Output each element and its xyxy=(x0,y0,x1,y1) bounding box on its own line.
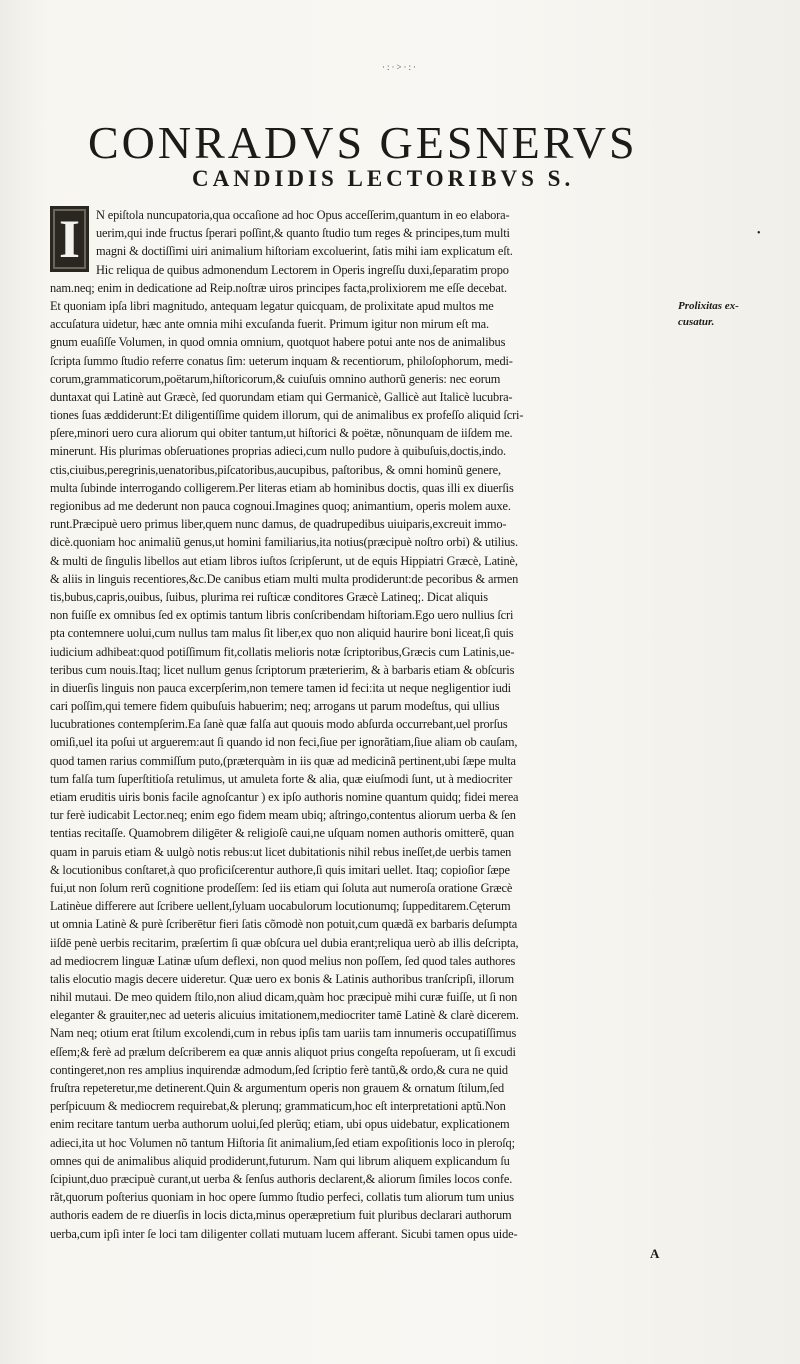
text-line: ſcripta ſummo ſtudio referre conatus ſim: ueterum inquam & recentiorum, philoſophorum, medi- xyxy=(50,353,513,368)
text-line: iiſdē penè uerbis recitarim, præſertim ſi quæ obſcura uel dubia erant;reliqua uerò ab illis deſcripta, xyxy=(50,935,519,950)
text-line: talis elocutio magis decere uideretur. Quæ uero ex bonis & Latinis authoribus tranſcripſi, illorum xyxy=(50,971,514,986)
text-line: regionibus ad me dederunt non pauca cognoui.Imagines quoq; animantium, operis molem auxe. xyxy=(50,499,511,513)
text-line: & locutionibus conſtaret,à quo proficiſcerentur authore,ſi quis imitari uellet. Itaq; copioſior ſæpe xyxy=(50,862,510,877)
text-line: iudicium adhibeat:quod potiſſimum fit,collatis melioris notæ ſcriptoribus,Græcis cum Latinis,ue- xyxy=(50,644,515,659)
margin-note: Prolixitas ex-cusatur. xyxy=(678,300,739,328)
text-line: rãt,quorum poſterius quoniam in hoc opere ſummo ſtudio perfeci, collatis tum aliorum tum unius xyxy=(50,1190,514,1205)
text-line: nam.neq; enim in dedicatione ad Reip.noſtræ uiros principes facta,prolixiorem me eſſe decebat. xyxy=(50,280,507,295)
text-line: lucubrationes contempſerim.Ea ſanè quæ falſa aut quouis modo abſurda occurrebant,uel prorſus xyxy=(50,717,508,732)
header-ornament: ·:·>·:· xyxy=(381,62,419,72)
text-line: nihil mutaui. De meo quidem ſtilo,non aliud dicam,quàm hoc præcipuè mihi curæ fuiſſe, ut ſi non xyxy=(50,990,518,1005)
text-line: runt.Præcipuè uero primus liber,quem nunc damus, de quadrupedibus uiuiparis,excreuit immo- xyxy=(50,517,507,532)
text-line: eleganter & grauiter,nec ad ueteris alicuius imitationem,mediocriter tamē Latinè & clarè dicerem. xyxy=(50,1008,519,1023)
text-line: tum falſa tum ſuperſtitioſa retulimus, ut amuleta forte & alia, quæ eiuſmodi ſunt, ut à mediocriter xyxy=(50,771,513,786)
text-line: enim recitare tantum uerba authorum uolui,ſed plerũq; etiam, ubi opus uidebatur, explicationem xyxy=(50,1117,510,1132)
text-line: uerba,cum ipſi inter ſe loci tam diligenter collati mutuam lucem afferant. Sicubi tamen opus uide- xyxy=(50,1226,518,1241)
text-line: Et quoniam ipſa libri magnitudo, antequam legatur quicquam, de prolixitate apud multos me xyxy=(50,298,494,313)
text-line: omiſi,uel ita poſui ut arguerem:aut ſi quando id non feci,ſiue per ignorãtiam,ſiue aliam ob cauſam, xyxy=(50,735,518,750)
text-line: adieci,ita ut hoc Volumen nõ tantum Hiſtoria ſit animalium,ſed etiam expoſitionis loco in pleroſq; xyxy=(50,1135,515,1150)
text-line: tis,bubus,capris,ouibus, ſuibus, plurima rei ruſticæ conditores Græcè Latineq;. Dicat aliquis xyxy=(50,589,488,604)
page-subtitle: CANDIDIS LECTORIBVS S. xyxy=(192,166,575,191)
text-line: cari poſſim,qui temere fidem quibuſuis habuerim; neq; arrogans ut parum modeſtus, qui ullius xyxy=(50,699,500,714)
text-line: fui,ut non ſolum rerũ cognitione prodeſſem: ſed iis etiam qui ſoluta aut numeroſa oratione Græcè xyxy=(50,880,513,895)
text-line: quam in paruis etiam & uulgò notis rebus:ut licet dubitationis nihil rebus ineſſet,de uerbis tamen xyxy=(50,844,512,859)
text-line: duntaxat qui Latinè aut Græcè, ſed quorundam etiam qui Germanicè, Gallicè aut Italicè lucubra- xyxy=(50,389,513,404)
text-line: & multi de ſingulis libellos aut etiam libros iuſtos ſcripſerunt, ut de equis Hippiatri Græcè, Latinè, xyxy=(50,553,518,568)
text-line: tentias recitaſſe. Quamobrem diligēter & religioſè caui,ne uſquam nomen authoris omitterē, quan xyxy=(50,826,515,841)
text-line: non fuiſſe ex omnibus ſed ex optimis tantum libris conſcribendam hiſtoriam.Ego uero nullius ſcri xyxy=(50,608,514,623)
text-line: uerim,qui inde fructus ſperari poſſint,& quanto ſtudio tum reges & principes,tum multi xyxy=(96,226,510,241)
text-line: corum,grammaticorum,poëtarum,hiſtoricorum,& cuiuſuis omnino authorũ generis: nec eorum xyxy=(50,371,501,386)
text-line: fruſtra repeteretur,me detinerent.Quin & argumentum operis non grauem & ornatum ſtilum,ſed xyxy=(50,1081,505,1095)
text-line: authoris eadem de re diuerſis in locis dicta,minus operæpretium fuit pluribus declarari authorum xyxy=(50,1208,512,1223)
text-line: pta contemnere uolui,cum nullus tam malus ſit liber,ex quo non aliquid haurire boni liceat,ſi quis xyxy=(50,626,514,641)
text-line: accuſatura uidetur, hæc ante omnia mihi excuſanda fuerit. Primum igitur non mirum eſt ma. xyxy=(50,317,489,332)
text-line: teribus cum nouis.Itaq; licet nullum genus ſcriptorum præterierim, & à barbaris etiam & obſcuris xyxy=(50,662,515,677)
body-text xyxy=(50,206,682,1243)
text-line: Nam neq; otium erat ſtilum excolendi,cum in rebus ipſis tam uariis tam innumeris occupatiſſimus xyxy=(50,1026,517,1041)
text-line: contingeret,non res amplius inquirendæ admodum,ſed ſcriptio ferè tantũ,& ordo,& cura ne quid xyxy=(50,1062,508,1077)
text-line: tiones ſuas æddiderunt:Et diligentiſſime quidem illorum, qui de animalibus ex profeſſo aliquid ſcri- xyxy=(50,408,524,423)
text-line: minerunt. His plurimas obſeruationes proprias adieci,cum nullo pudore à quibuſuis,doctis,indo. xyxy=(50,444,506,459)
text-line: dicè.quoniam hoc animaliũ genus,ut homini familiarius,ita notius(præcipuè noſtro orbi) & utilius. xyxy=(50,535,518,550)
text-line: Hic reliqua de quibus admonendum Lectorem in Operis ingreſſu duxi,ſeparatim propo xyxy=(96,262,509,277)
text-line: eſſem;& ferè ad prælum deſcriberem ea quæ annis aliquot prius congeſta repoſueram, ut ſi excudi xyxy=(50,1044,516,1059)
text-line: magni & doctiſſimi uiri animalium hiſtoriam excoluerint, ſatis mihi iam explicatum eſt. xyxy=(96,244,513,259)
text-line: ſcipiunt,duo præcipuè curant,ut uerba & ſenſus authoris declarent,& aliorum ſimiles locos confe. xyxy=(50,1171,513,1186)
text-line: N epiſtola nuncupatoria,qua occaſione ad hoc Opus acceſſerim,quantum in eo elabora- xyxy=(96,208,510,222)
text-line: ut omnia Latinè & purè ſcriberētur fieri ſatis cõmodè non potuit,cum quædã ex barbaris deſumpta xyxy=(50,917,518,932)
text-line: tur ferè iudicabit Lector.neq; enim ego fidem meam ubiq; aſtringo,contentus aliorum uerba & ſen xyxy=(50,808,516,823)
text-line: etiam eruditis uiris bonis facile agnoſcantur ) ex ipſo authoris nomine quantum quidq; fidei merea xyxy=(50,790,519,804)
page-title: CONRADVS GESNERVS xyxy=(88,117,638,168)
text-line: pſere,minori uero cura aliorum qui obiter tantum,ut hiſtorici & poëtæ, nõnunquam de iiſdem me. xyxy=(50,426,513,441)
catchword: A xyxy=(650,1246,660,1261)
text-line: in diuerſis linguis non pauca excerpſerim,non temere tamen id feci:ita ut neque negligentior iudi xyxy=(50,680,511,695)
initial-letter: I xyxy=(58,209,80,269)
text-line: multa ſubinde interrogando colligerem.Per literas etiam ab hominibus doctis, quas illi ex diuerſis xyxy=(50,480,514,495)
text-line: ctis,ciuibus,peregrinis,uenatoribus,piſcatoribus,aucupibus, paſtoribus, & omni hominũ genere, xyxy=(50,462,501,477)
text-line: gnum euaſiſſe Volumen, in quod omnia omnium, quotquot habere potui ante nos de animalibus xyxy=(50,335,506,350)
text-line: quod tamen rarius commiſſum puto,(præterquàm in iis quæ ad medicinã pertinent,ubi ſæpe multa xyxy=(50,753,516,768)
text-line: & aliis in linguis recentiores,&c.De canibus etiam multi multa prodiderunt:de pecoribus & armen xyxy=(50,571,519,586)
margin-mark: • xyxy=(757,228,761,239)
text-line: ad mediocrem linguæ Latinæ uſum deflexi, non quod melius non poſſem, ſed quod tales authores xyxy=(50,953,516,968)
text-line: omnes qui de animalibus aliquid prodiderunt,futurum. Nam qui librum aliquem explicandum ſu xyxy=(50,1153,510,1168)
text-line: Latinèue differere aut ſcribere uellent,ſyluam uocabulorum locutionumq; ſuppeditarem.Cęterum xyxy=(50,899,511,914)
text-line: perſpicuum & mediocrem requirebat,& plerunq; grammaticum,hoc eſt interpretationi aptũ.Non xyxy=(50,1099,506,1114)
